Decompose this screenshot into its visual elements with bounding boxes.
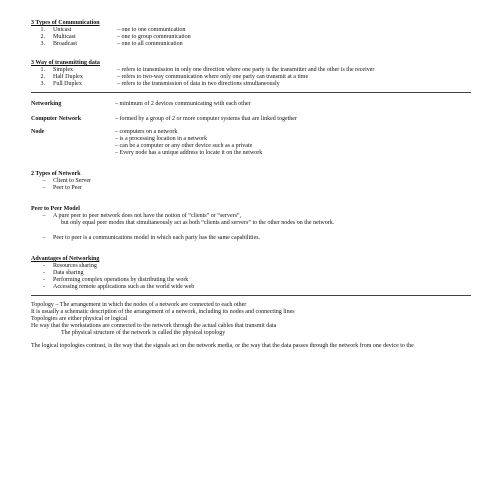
item-text: Performing complex operations by distributing the work [53, 277, 189, 283]
definition-computer-network [31, 116, 471, 123]
item-term: Full Duplex [53, 81, 82, 87]
item-term: Broadcast [53, 41, 77, 47]
topology-logical-paragraph: The logical topologies contrast, is the way that the signals act on the network media, or the way that the data passes through the network from one device to the [31, 343, 414, 349]
list-item [31, 263, 471, 270]
definition-node [31, 129, 471, 157]
list-item [31, 178, 471, 185]
definition-label: Computer Network [31, 116, 82, 122]
item-term: Half Duplex [53, 74, 83, 80]
item-number: 1. [40, 67, 45, 73]
list-item [31, 41, 471, 48]
item-desc: – one to one communication [117, 27, 186, 33]
advantages-heading: Advantages of Networking [31, 256, 100, 262]
item-text: Data sharing [53, 270, 84, 276]
network-types-heading: 2 Types of Network [31, 171, 81, 177]
topology-line: He way that the workstations are connected to the network through the actual cables that transmit data [31, 323, 277, 329]
topology-line: Topologies are either physical or logical [31, 316, 128, 322]
topology-line: It is usually a schematic description of the arrangement of a network, including its nodes and connecting lines [31, 309, 295, 315]
definition-desc: – formed by a group of 2 or more computer systems that are linked together [115, 116, 297, 122]
definition-label: Node [31, 129, 45, 135]
item-text: Accessing remote applications such as the world wide web [53, 284, 195, 290]
bullet-marker: - [43, 263, 45, 269]
definition-line: – Every node has a unique address to locate it on the network [115, 150, 263, 156]
dash-marker: – [42, 185, 46, 191]
dash-marker: – [42, 213, 46, 219]
topology-indented-line: The physical structure of the network is called the physical topology [61, 330, 226, 336]
definition-line: – is a processing location in a network [115, 136, 208, 142]
definition-label: Networking [31, 101, 62, 107]
p2p-line: Peer to peer is a communications model in which each party has the same capabilities. [53, 235, 261, 241]
p2p-paragraph-2 [31, 235, 471, 242]
item-text: Peer to Peer [53, 185, 82, 191]
item-term: Multicast [53, 34, 76, 40]
list-item [31, 185, 471, 192]
definition-lines [115, 129, 262, 157]
list-item [31, 277, 471, 284]
p2p-line: A pure peer to peer network does not have the notion of “clients” or “servers”, [53, 213, 242, 219]
item-text: Resources sharing [53, 263, 97, 269]
item-text: Client to Server [53, 178, 91, 184]
item-desc: – refers to transmission in only one direction where one party is the transmitter and the other is the receiver [117, 67, 375, 73]
p2p-line: but only equal peer modes that simultaneously act as both “clients and servers” to the other nodes on the network. [61, 220, 335, 226]
comm-types-heading: 3 Types of Communication [31, 20, 100, 26]
definition-networking [31, 101, 471, 108]
list-item [31, 67, 471, 74]
list-item [31, 270, 471, 277]
list-item [31, 284, 471, 291]
item-number: 2. [40, 74, 45, 80]
topology-line: Topology – The arrangement in which the nodes of a network are connected to each other [31, 302, 247, 308]
definition-line: – can be a computer or any other device such as a private [115, 143, 253, 149]
list-item [31, 34, 471, 41]
list-item [31, 81, 471, 88]
item-term: Unicast [53, 27, 72, 33]
bullet-marker: - [43, 270, 45, 276]
item-number: 3. [40, 41, 45, 47]
p2p-paragraph-1 [31, 213, 471, 220]
document-page [31, 20, 471, 350]
item-number: 1. [40, 27, 45, 33]
list-item [31, 74, 471, 81]
item-number: 2. [40, 34, 45, 40]
item-desc: – one to group communication [117, 34, 191, 40]
dash-marker: – [42, 178, 46, 184]
item-desc: – one to all communication [117, 41, 183, 47]
item-desc: – refers to the transmission of data in two directions simultaneously [117, 81, 280, 87]
p2p-paragraph-1-cont [31, 220, 471, 227]
list-item [31, 27, 471, 34]
item-desc: – refers to two-way communication where only one party can transmit at a time [117, 74, 309, 80]
item-term: Simplex [53, 67, 74, 73]
p2p-heading: Peer to Peer Model [31, 206, 80, 212]
transmit-ways-heading: 3 Way of transmitting data [31, 60, 100, 66]
definition-desc: – minimum of 2 devices communicating with each other [115, 101, 251, 107]
item-number: 3. [40, 81, 45, 87]
bullet-marker: - [43, 284, 45, 290]
definition-line: – computers on a network [115, 129, 178, 135]
dash-marker: – [42, 235, 46, 241]
bullet-marker: - [43, 277, 45, 283]
